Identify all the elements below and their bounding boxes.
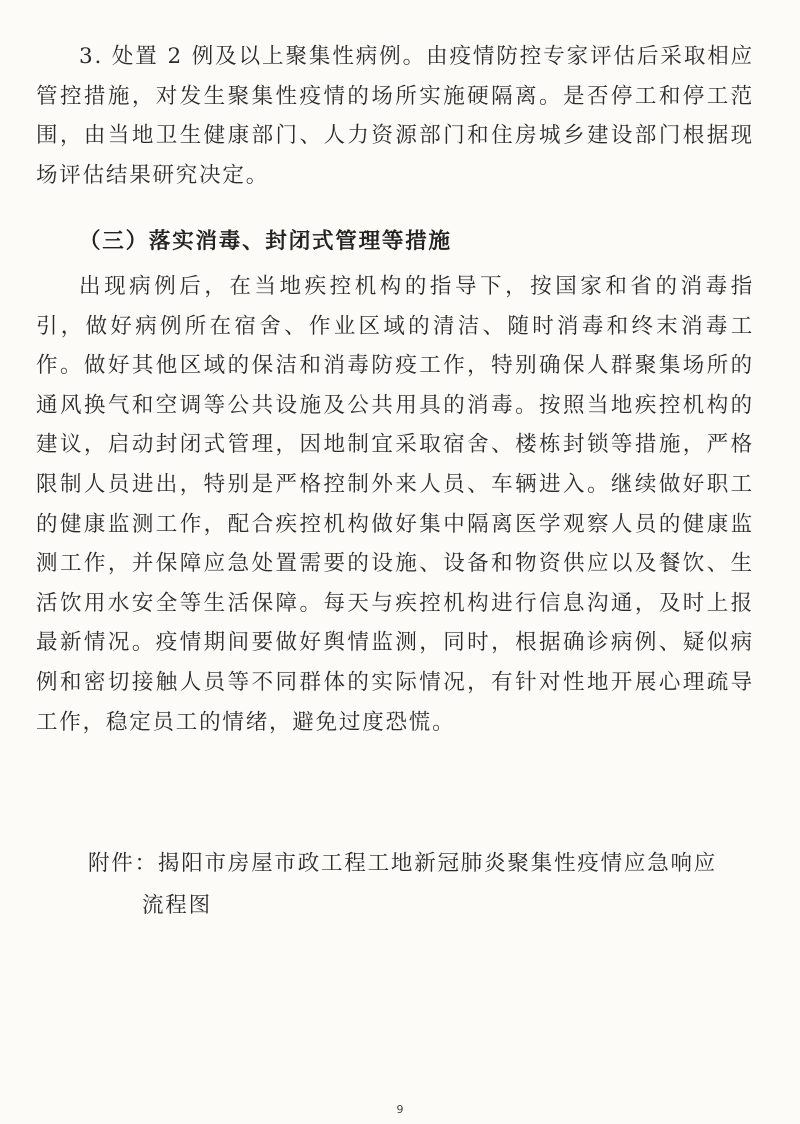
section-body-text: 出现病例后，在当地疾控机构的指导下，按国家和省的消毒指引，做好病例所在宿舍、作业区域的清洁、随时消毒和终末消毒工作。做好其他区域的保洁和消毒防疫工作，特别确保人群聚集场所的通风换气和空调等公共设施及公共用具的消毒。按照当地疾控机构的建议，启动封闭式管理，因地制宜采取宿舍、楼栋封锁等措施，严格限制人员进出，特别是严格控制外来人员、车辆进入。继续做好职工的健康监测工作，配合疾控机构做好集中隔离医学观察人员的健康监测工作，并保障应急处置需要的设施、设备和物资供应以及餐饮、生活饮用水安全等生活保障。每天与疾控机构进行信息沟通，及时上报最新情况。疫情期间要做好舆情监测，同时，根据确诊病例、疑似病例和密切接触人员等不同群体的实际情况，有针对性地开展心理疏导工作，稳定员工的情绪，避免过度恐慌。 — [36, 274, 754, 735]
attachment-title-line1: 揭阳市房屋市政工程工地新冠肺炎聚集性疫情应急响应 — [157, 851, 718, 876]
section-body — [36, 267, 754, 742]
section-heading: （三）落实消毒、封闭式管理等措施 — [79, 229, 452, 254]
attachment-title-line2: 流程图 — [142, 893, 212, 918]
page-number: 9 — [396, 1103, 404, 1116]
attachment-note — [88, 843, 717, 927]
attachment-label: 附件： — [88, 851, 158, 876]
paragraph-3-text: 3. 处置 2 例及以上聚集性病例。由疫情防控专家评估后采取相应管控措施，对发生聚集性疫情的场所实施硬隔离。是否停工和停工范围，由当地卫生健康部门、人力资源部门和住房城乡建设部门根据现场评估结果研究决定。 — [36, 44, 754, 188]
paragraph-3 — [36, 37, 754, 195]
